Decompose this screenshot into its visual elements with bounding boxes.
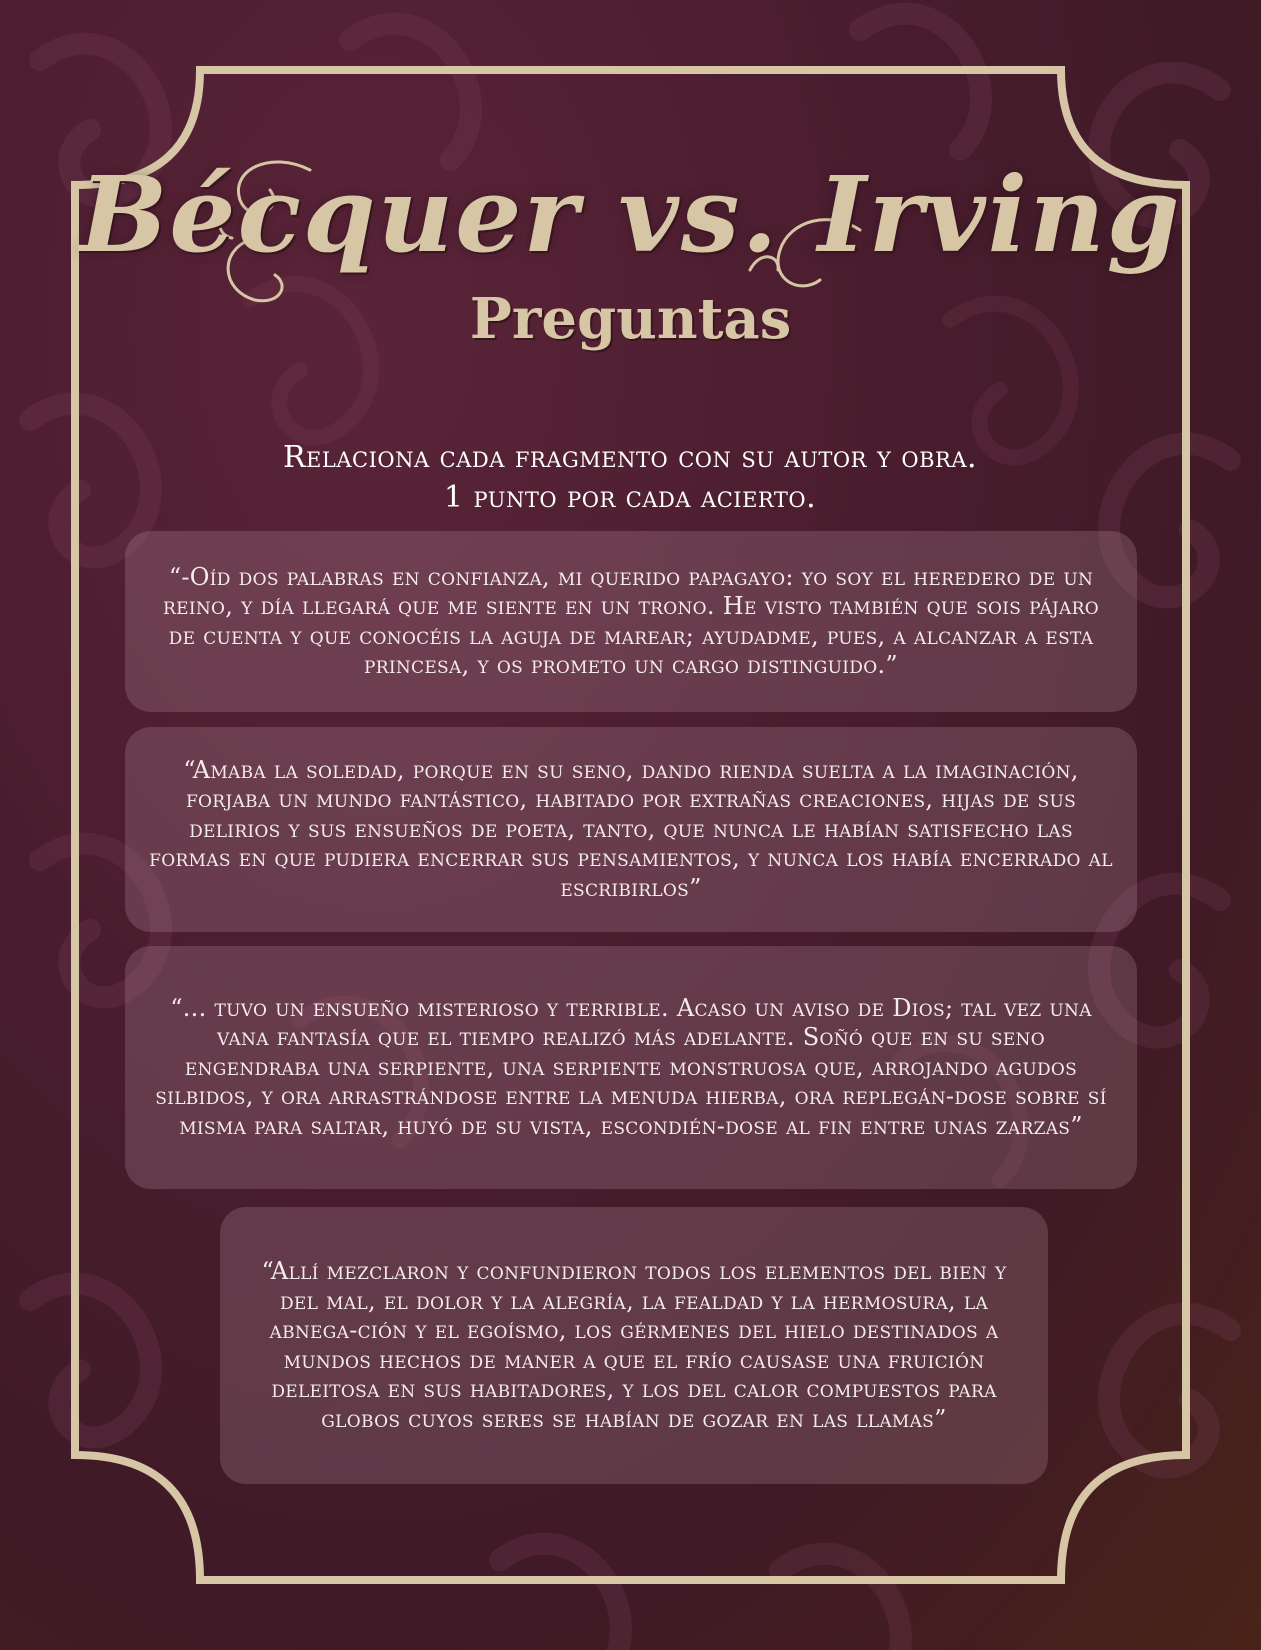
fragment-text-4: “Allí mezclaron y confundieron todos los elementos del bien y del mal, el dolor y la alegría, la fealdad y la hermosura, la abnega-ción y el egoísmo, los gérmenes del hielo destinados a mundos hechos de maner a que el frío causase una fruición deleitosa en sus habitadores, y los del calor compuestos para globos cuyos seres se habían de gozar en las llamas” [261, 1257, 1007, 1433]
page-title: Bécquer vs. Irving [79, 153, 1182, 276]
fragment-box-4 [220, 1207, 1048, 1484]
instructions-line-1: Relaciona cada fragmento con su autor y obra. [282, 440, 978, 475]
title-block [0, 140, 1261, 354]
fragment-box-2 [125, 727, 1137, 932]
fragment-box-1 [125, 531, 1137, 712]
instructions [80, 438, 1180, 518]
fragment-box-3 [125, 946, 1137, 1189]
fragment-text-3: “... tuvo un ensueño misterioso y terrible. Acaso un aviso de Dios; tal vez una vana fantasía que el tiempo realizó más adelante. Soñó que en su seno engendraba una serpiente, una serpiente monstruosa que, arrojando agudos silbidos, y ora arrastrándose entre la menuda hierba, ora replegán-dose sobre sí misma para saltar, huyó de su vista, escondién-dose al fin entre unas zarzas” [155, 993, 1107, 1140]
fragment-text-2: “Amaba la soledad, porque en su seno, dando rienda suelta a la imaginación, forjaba un mundo fantástico, habitado por extrañas creaciones, hijas de sus delirios y sus ensueños de poeta, tanto, que nunca le habían satisfecho las formas en que pudiera encerrar sus pensamientos, y nunca los había encerrado al escribirlos” [149, 755, 1113, 902]
page-subtitle: Preguntas [469, 286, 792, 352]
instructions-line-2: 1 punto por cada acierto. [443, 480, 817, 515]
fragment-text-1: “-Oíd dos palabras en confianza, mi querido papagayo: yo soy el heredero de un reino, y día llegará que me siente en un trono. He visto también que sois pájaro de cuenta y que conocéis la aguja de marear; ayudadme, pues, a alcanzar a esta princesa, y os prometo un cargo distinguido.” [163, 562, 1099, 679]
